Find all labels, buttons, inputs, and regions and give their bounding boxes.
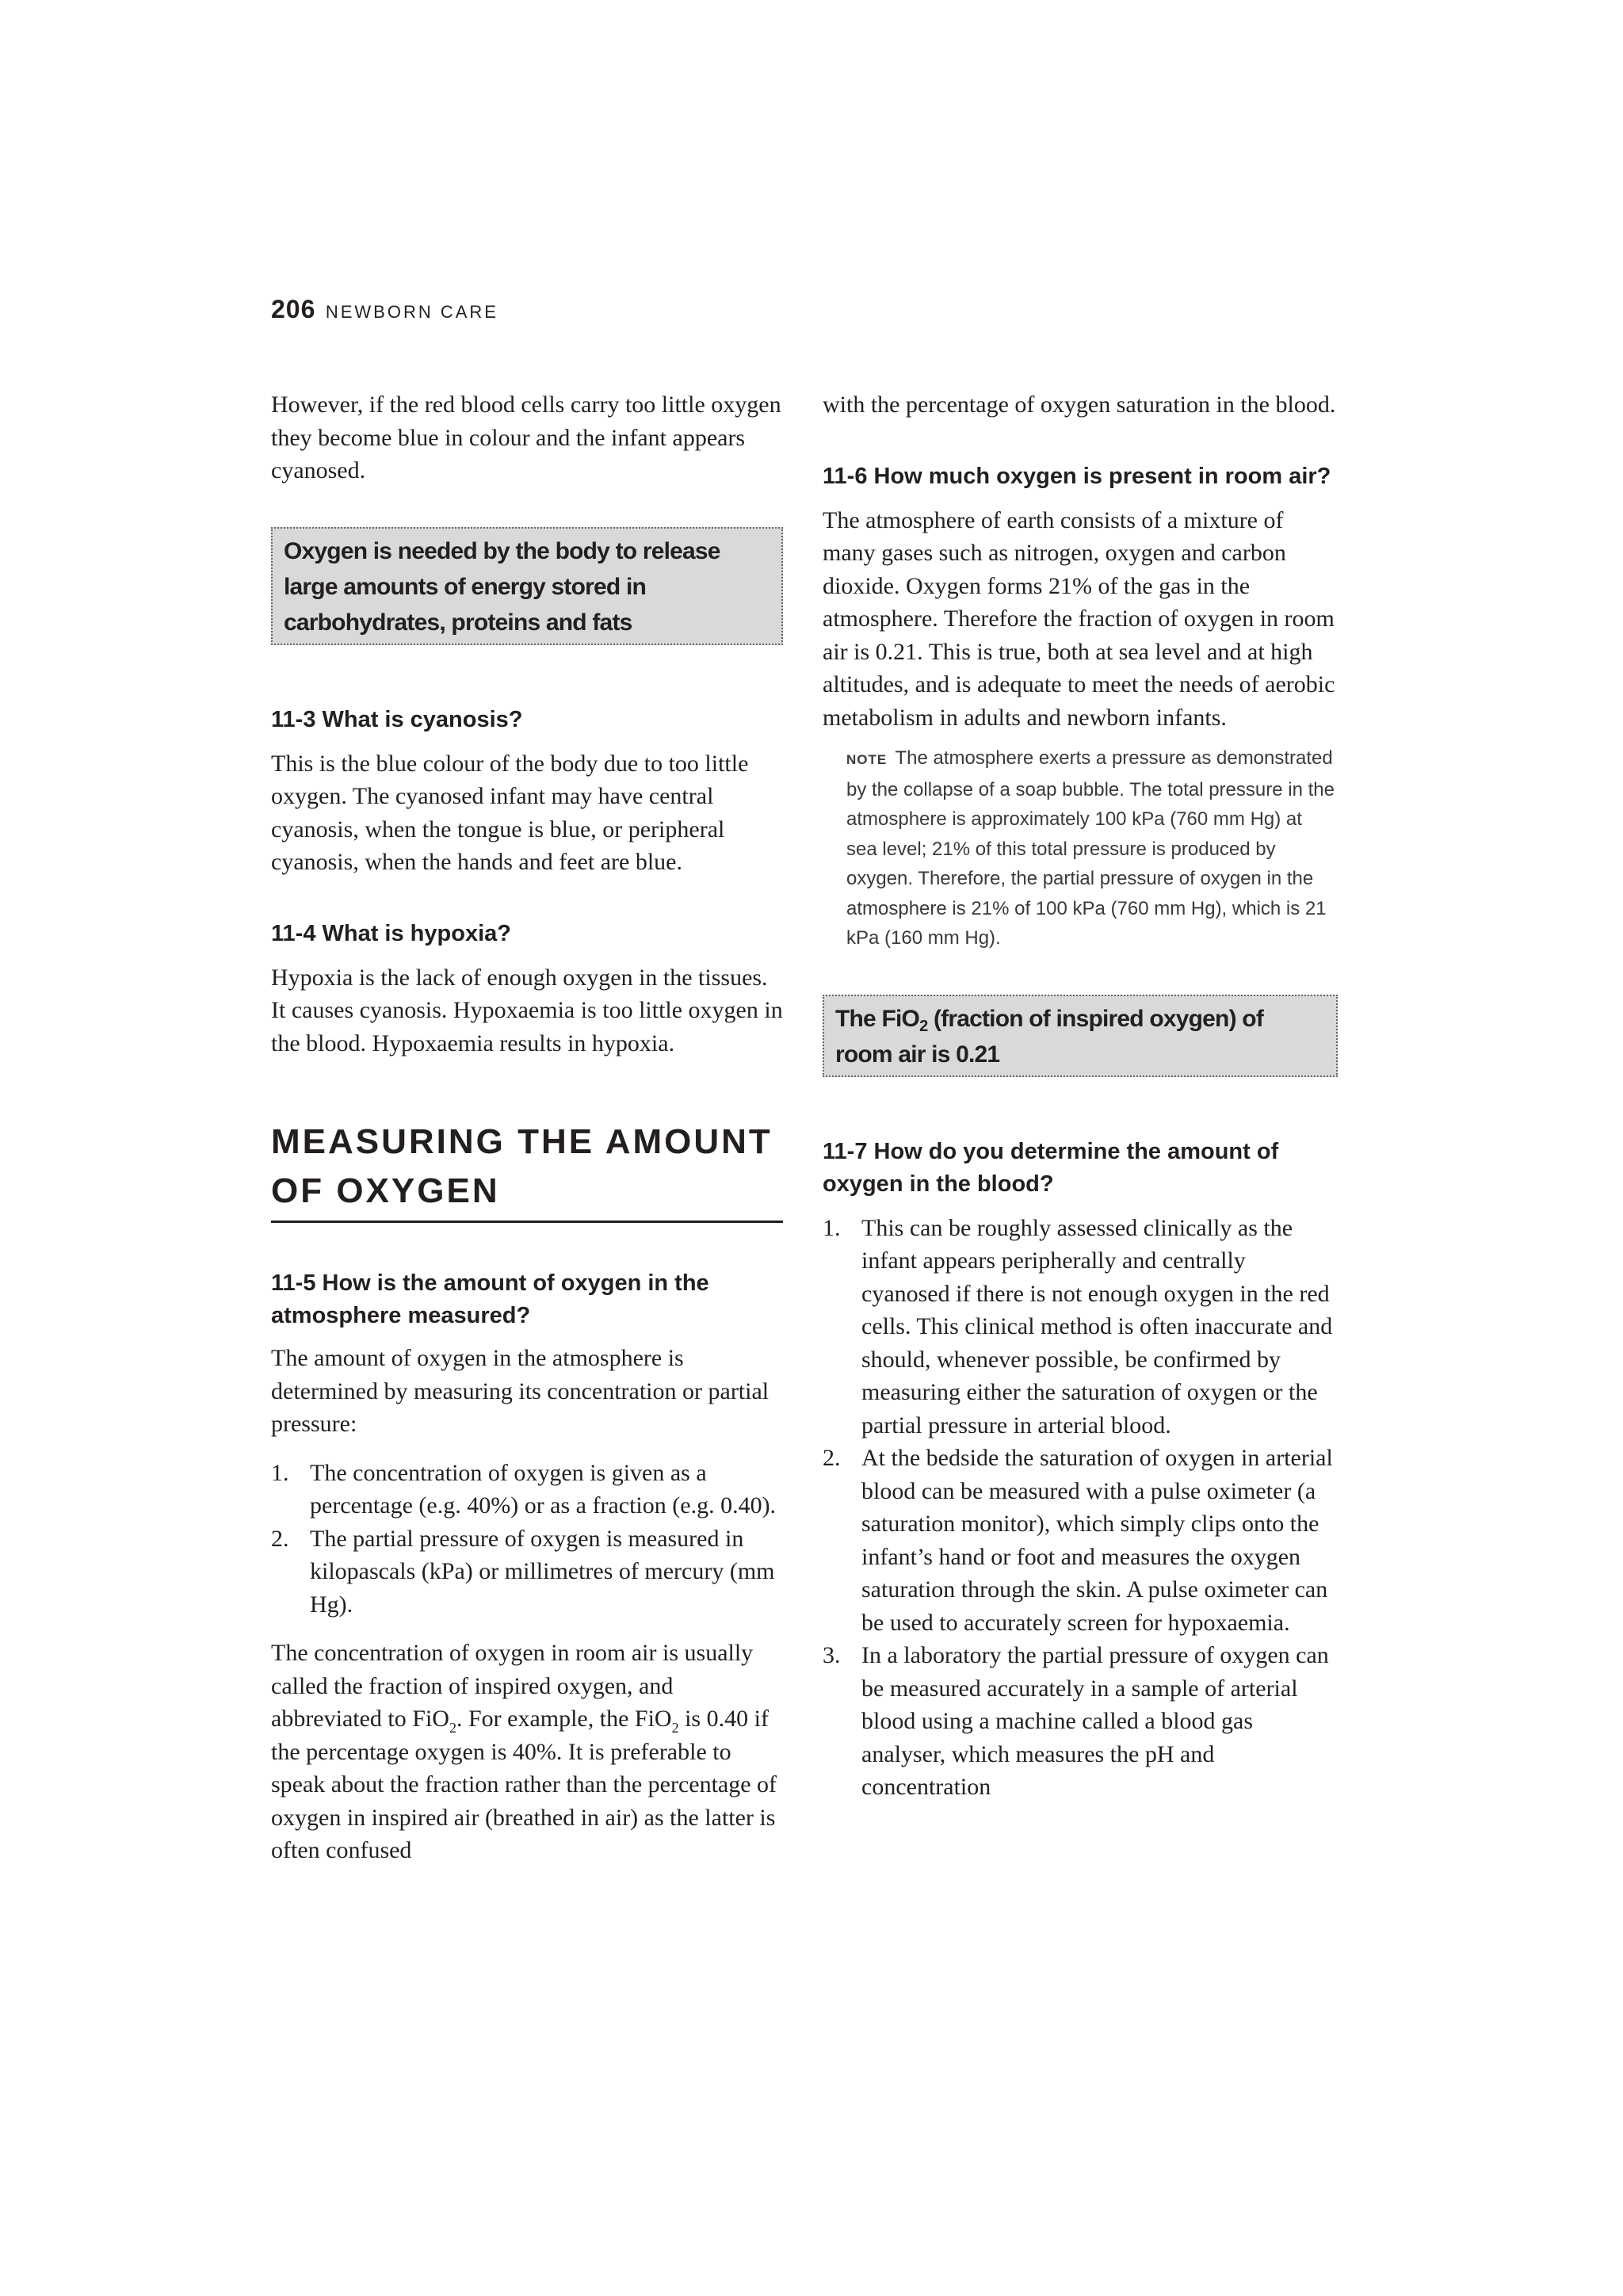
list-item-text: At the bedside the saturation of oxygen in arterial blood can be measured with a pulse oximeter (a saturation monitor), which simply clips onto the infant’s hand or foot and measures the oxygen saturation through the skin. A pulse oximeter can be used to accurately screen for hypoxaemia. <box>861 1445 1333 1636</box>
list-item <box>823 1212 1338 1442</box>
left-column <box>271 388 783 1867</box>
question-heading-11-7: 11-7 How do you determine the amount of oxygen in the blood? <box>823 1138 1279 1197</box>
right-column <box>823 388 1338 1804</box>
highlight-box: Oxygen is needed by the body to release large amounts of energy stored in carbohydrates, proteins and fats <box>271 527 783 645</box>
running-head <box>271 295 498 324</box>
list-item <box>823 1639 1338 1804</box>
answer-11-4: Hypoxia is the lack of enough oxygen in the tissues. It causes cyanosis. Hypoxaemia is too little oxygen in the blood. Hypoxaemia results in hypoxia. <box>271 964 783 1056</box>
question-heading-11-6: 11-6 How much oxygen is present in room air? <box>823 463 1331 489</box>
list-item <box>271 1457 783 1522</box>
fio2-text-part-3: is 0.40 if the percentage oxygen is 40%. It is preferable to speak about the fraction rather than the percentage of oxygen in inspired air (breathed in air) as the latter is often confused <box>271 1706 777 1863</box>
list-item-text: In a laboratory the partial pressure of oxygen can be measured accurately in a sample of arterial blood using a machine called a blood gas analyser, which measures the pH and concentration <box>861 1642 1329 1800</box>
page-number: 206 <box>271 295 316 323</box>
subscript-2: 2 <box>919 1017 928 1035</box>
fio2-highlight-box <box>823 995 1338 1077</box>
section-title: MEASURING THE AMOUNT OF OXYGEN <box>271 1117 783 1223</box>
subscript-2: 2 <box>449 1720 456 1736</box>
intro-paragraph: However, if the red blood cells carry too little oxygen they become blue in colour and the infant appears cyanosed. <box>271 392 781 483</box>
answer-11-6: The atmosphere of earth consists of a mixture of many gases such as nitrogen, oxygen and carbon dioxide. Oxygen forms 21% of the gas in the atmosphere. Therefore the fraction of oxygen in room air is 0.21. This is true, both at sea level and at high altitudes, and is adequate to meet the needs of aerobic metabolism in adults and newborn infants. <box>823 506 1335 731</box>
fio2-text-part-2: . For example, the FiO <box>456 1706 672 1732</box>
fio2-box-part-1: The FiO <box>835 1005 920 1032</box>
question-heading-11-5: 11-5 How is the amount of oxygen in the atmosphere measured? <box>271 1270 709 1328</box>
answer-11-3: This is the blue colour of the body due to too little oxygen. The cyanosed infant may have central cyanosis, when the tongue is blue, or peripheral cyanosis, when the hands and feet are blue. <box>271 750 749 875</box>
list-item-number: 1. <box>823 1214 841 1241</box>
measurement-list <box>271 1457 783 1622</box>
list-item-text: The partial pressure of oxygen is measured in kilopascals (kPa) or millimetres of mercury (mm Hg). <box>310 1525 775 1618</box>
list-item <box>271 1522 783 1622</box>
list-item-text: The concentration of oxygen is given as a percentage (e.g. 40%) or as a fraction (e.g. 0.40). <box>310 1459 777 1519</box>
list-item-number: 1. <box>271 1459 289 1486</box>
book-title: NEWBORN CARE <box>325 302 498 322</box>
note-text: The atmosphere exerts a pressure as demonstrated by the collapse of a soap bubble. The total pressure in the atmosphere is approximately 100 kPa (760 mm Hg) at sea level; 21% of this total pressure is produced by oxygen. Therefore, the partial pressure of oxygen in the atmosphere is 21% of 100 kPa (760 mm Hg), which is 21 kPa (160 mm Hg). <box>846 747 1335 949</box>
blood-oxygen-list <box>823 1212 1338 1804</box>
subscript-2: 2 <box>671 1720 679 1736</box>
list-item-number: 3. <box>823 1642 841 1668</box>
list-item-text: This can be roughly assessed clinically as the infant appears peripherally and centrally cyanosed if there is not enough oxygen in the red cells. This clinical method is often inaccurate and should, whenever possible, be confirmed by measuring either the saturation of oxygen or the partial pressure in arterial blood. <box>861 1214 1333 1438</box>
list-item <box>823 1442 1338 1639</box>
continuation-paragraph: with the percentage of oxygen saturation in the blood. <box>823 392 1336 418</box>
question-heading-11-4: 11-4 What is hypoxia? <box>271 920 511 946</box>
answer-11-5: The amount of oxygen in the atmosphere is determined by measuring its concentration or partial pressure: <box>271 1345 769 1437</box>
note-block <box>846 743 1338 953</box>
fio2-box-part-2: (fraction of inspired oxygen) of room air is 0.21 <box>835 1005 1264 1068</box>
list-item-number: 2. <box>271 1525 289 1552</box>
question-heading-11-3: 11-3 What is cyanosis? <box>271 706 523 732</box>
note-label: NOTE <box>846 752 888 767</box>
list-item-number: 2. <box>823 1445 841 1471</box>
fio2-paragraph <box>271 1637 783 1867</box>
fio2-text-part-1: The concentration of oxygen in room air is usually called the fraction of inspired oxygen, and abbreviated to FiO <box>271 1640 754 1732</box>
